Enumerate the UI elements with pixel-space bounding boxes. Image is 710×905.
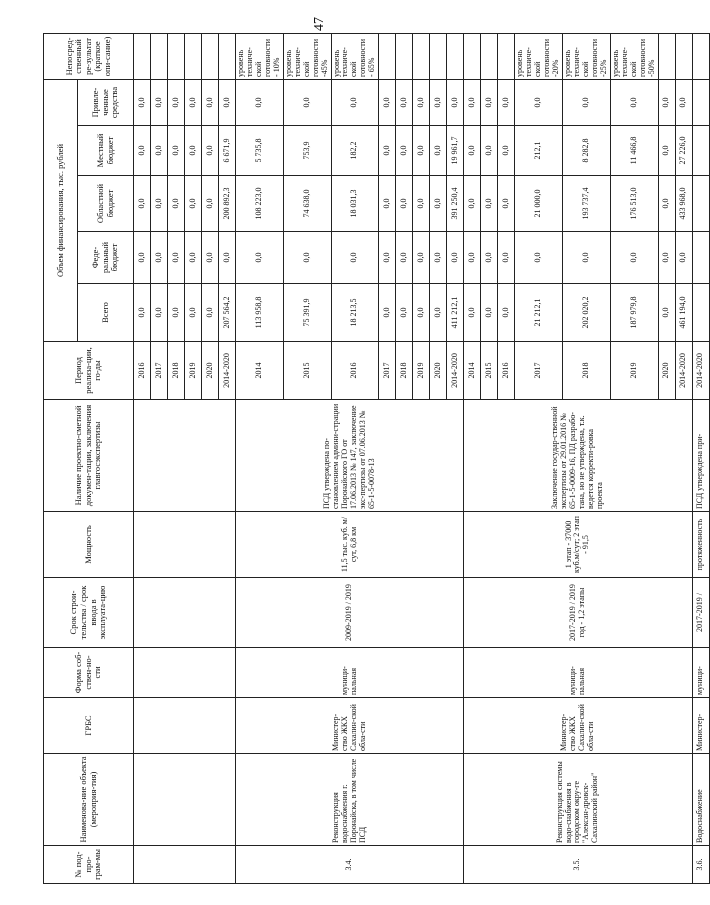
- cell-result: [498, 33, 515, 79]
- cell-year: 2017: [151, 342, 168, 400]
- cell-year: 2020: [430, 342, 447, 400]
- cell-year: 2017: [379, 342, 396, 400]
- cell-empty: [692, 126, 709, 176]
- header-loc: Местный бюджет: [78, 126, 134, 176]
- cell-total: 411 212,1: [447, 284, 464, 342]
- cell-reg: 200 892,3: [219, 176, 236, 232]
- cell-result: [134, 33, 151, 79]
- cell-total: 0,0: [151, 284, 168, 342]
- cell-total: 75 391,9: [283, 284, 331, 342]
- cell-result: [168, 33, 185, 79]
- cell-result: [151, 33, 168, 79]
- cell-reg: 0,0: [396, 176, 413, 232]
- cell-loc: 0,0: [658, 126, 675, 176]
- cell-loc: 182,2: [331, 126, 379, 176]
- cell-fed: 0,0: [396, 232, 413, 284]
- cell-reg: 193 737,4: [563, 176, 611, 232]
- cell-loc: 0,0: [413, 126, 430, 176]
- cell-year: 2020: [202, 342, 219, 400]
- cell-priv: 0,0: [413, 79, 430, 125]
- cell-total: 0,0: [202, 284, 219, 342]
- cell-priv: 0,0: [563, 79, 611, 125]
- cell-priv: 0,0: [610, 79, 658, 125]
- cell-reg: 0,0: [464, 176, 481, 232]
- cell-reg: 21 000,0: [515, 176, 563, 232]
- cell-reg: 74 638,0: [283, 176, 331, 232]
- header-priv: Привле-ченные средства: [78, 79, 134, 125]
- item-name: Водоснабжение: [692, 754, 709, 846]
- header-funding: Объем финансирования, тыс. рублей: [44, 79, 78, 341]
- cell-year: 2014-2020: [675, 342, 692, 400]
- cell-empty: [692, 33, 709, 79]
- cell-fed: 0,0: [563, 232, 611, 284]
- cell-year: 2014-2020: [219, 342, 236, 400]
- cell-year: 2017: [515, 342, 563, 400]
- cell-reg: 391 250,4: [447, 176, 464, 232]
- cell-result: уровень техниче-ской готовности -50%: [610, 33, 658, 79]
- cell-reg: 433 968,0: [675, 176, 692, 232]
- cell-total: 0,0: [498, 284, 515, 342]
- cell-result: [413, 33, 430, 79]
- cell-loc: 0,0: [379, 126, 396, 176]
- cell-total: 113 958,8: [236, 284, 284, 342]
- cell-loc: 0,0: [430, 126, 447, 176]
- header-reg: Областной бюджет: [78, 176, 134, 232]
- cell-year: 2019: [185, 342, 202, 400]
- cell-empty: [692, 79, 709, 125]
- item-term: 2017-2019 / 2019 год - 1,2 этапы: [464, 578, 692, 648]
- item-term: 2009-2019 / 2019: [236, 578, 464, 648]
- cell-total: 0,0: [464, 284, 481, 342]
- table-header: [44, 33, 134, 883]
- cell-fed: 0,0: [134, 232, 151, 284]
- cell-year: 2015: [481, 342, 498, 400]
- financing-table: [43, 33, 710, 884]
- cell-fed: 0,0: [202, 232, 219, 284]
- cell-loc: 5 735,8: [236, 126, 284, 176]
- cell-fed: 0,0: [413, 232, 430, 284]
- cell-fed: 0,0: [515, 232, 563, 284]
- cell-fed: 0,0: [430, 232, 447, 284]
- cell-loc: 0,0: [202, 126, 219, 176]
- cell-priv: 0,0: [658, 79, 675, 125]
- cell-year: 2019: [610, 342, 658, 400]
- cell-result: уровень техниче-ской готовности - 10%: [236, 33, 284, 79]
- cell-fed: 0,0: [151, 232, 168, 284]
- cell-fed: 0,0: [236, 232, 284, 284]
- cell-loc: 0,0: [151, 126, 168, 176]
- item-name: Реконструкция водоснабжения г. Поронайска, в том числе ПСД: [236, 754, 464, 846]
- cell-priv: 0,0: [168, 79, 185, 125]
- cell-reg: 0,0: [151, 176, 168, 232]
- cell-year: 2016: [331, 342, 379, 400]
- header-term: Срок строи-тельства / срок ввода в эксплуата-цию: [44, 578, 134, 648]
- cell-year: 2018: [168, 342, 185, 400]
- table-row: [464, 33, 481, 883]
- cell-loc: 0,0: [396, 126, 413, 176]
- cell-priv: 0,0: [396, 79, 413, 125]
- cell-priv: 0,0: [430, 79, 447, 125]
- cell-total: 187 979,8: [610, 284, 658, 342]
- cell-fed: 0,0: [185, 232, 202, 284]
- cell-loc: 0,0: [464, 126, 481, 176]
- cell-empty: [692, 232, 709, 284]
- cell-reg: 0,0: [481, 176, 498, 232]
- cell-year: 2016: [498, 342, 515, 400]
- cell-loc: 0,0: [168, 126, 185, 176]
- cell-year: 2014-2020: [447, 342, 464, 400]
- page-number: 47: [312, 17, 327, 31]
- cell-loc: 27 226,0: [675, 126, 692, 176]
- item-number: 3.5.: [464, 846, 692, 884]
- header-total: Всего: [78, 284, 134, 342]
- cell-loc: 11 466,8: [610, 126, 658, 176]
- table-row: [236, 33, 284, 883]
- cell-fed: 0,0: [658, 232, 675, 284]
- cell-result: уровень техниче-ской готовности -25%: [563, 33, 611, 79]
- table-body: [134, 33, 710, 883]
- cell-reg: 108 223,0: [236, 176, 284, 232]
- cell-reg: 0,0: [413, 176, 430, 232]
- item-number: 3.4.: [236, 846, 464, 884]
- item-number: 3.6.: [692, 846, 709, 884]
- cell-empty: [134, 754, 236, 846]
- cell-fed: 0,0: [481, 232, 498, 284]
- cell-total: 18 213,5: [331, 284, 379, 342]
- cell-fed: 0,0: [498, 232, 515, 284]
- cell-priv: 0,0: [481, 79, 498, 125]
- item-grbs: Министер-ство ЖКХ Сахалин-ской обла-сти: [236, 698, 464, 754]
- header-period: Период реализа-ции, го-ды: [44, 342, 134, 400]
- header-no: № под-про-грам-мы: [44, 846, 134, 884]
- rotated-table-container: [43, 34, 705, 884]
- cell-reg: 18 031,3: [331, 176, 379, 232]
- cell-empty: [134, 400, 236, 512]
- cell-empty: [134, 512, 236, 578]
- header-form: Форма соб-ствен-но-сти: [44, 648, 134, 698]
- cell-fed: 0,0: [610, 232, 658, 284]
- cell-fed: 0,0: [379, 232, 396, 284]
- cell-priv: 0,0: [464, 79, 481, 125]
- cell-total: 202 020,2: [563, 284, 611, 342]
- cell-total: 0,0: [379, 284, 396, 342]
- cell-result: [481, 33, 498, 79]
- cell-priv: 0,0: [185, 79, 202, 125]
- cell-empty: [134, 846, 236, 884]
- cell-priv: 0,0: [515, 79, 563, 125]
- cell-total: 0,0: [658, 284, 675, 342]
- header-fed: Феде-ральный бюджет: [78, 232, 134, 284]
- cell-loc: 212,1: [515, 126, 563, 176]
- cell-reg: 0,0: [168, 176, 185, 232]
- cell-reg: 0,0: [430, 176, 447, 232]
- cell-loc: 0,0: [498, 126, 515, 176]
- item-power: 11,5 тыс. куб. м/сут, 6,8 км: [236, 512, 464, 578]
- cell-total: 0,0: [481, 284, 498, 342]
- cell-loc: 19 961,7: [447, 126, 464, 176]
- cell-priv: 0,0: [219, 79, 236, 125]
- cell-total: 0,0: [168, 284, 185, 342]
- header-psd: Наличие проектно-сметной докумен-тации, заключения главгосэкспертизы: [44, 400, 134, 512]
- cell-empty: [692, 284, 709, 342]
- item-form: муници-: [692, 648, 709, 698]
- cell-reg: 0,0: [658, 176, 675, 232]
- cell-year: 2014: [464, 342, 481, 400]
- cell-year: 2016: [134, 342, 151, 400]
- cell-result: уровень техниче-ской готовности -45%: [283, 33, 331, 79]
- cell-priv: 0,0: [236, 79, 284, 125]
- cell-priv: 0,0: [675, 79, 692, 125]
- cell-total: 0,0: [134, 284, 151, 342]
- cell-loc: 8 282,8: [563, 126, 611, 176]
- cell-priv: 0,0: [151, 79, 168, 125]
- cell-priv: 0,0: [331, 79, 379, 125]
- cell-result: [464, 33, 481, 79]
- cell-result: [202, 33, 219, 79]
- cell-year: 2018: [563, 342, 611, 400]
- item-power: 1 этап - 37000 куб.м/сут; 2 этап - 91,5: [464, 512, 692, 578]
- cell-fed: 0,0: [447, 232, 464, 284]
- cell-priv: 0,0: [379, 79, 396, 125]
- cell-year: 2014-2020: [692, 342, 709, 400]
- header-power: Мощность: [44, 512, 134, 578]
- cell-result: [658, 33, 675, 79]
- item-term: 2017-2019 /: [692, 578, 709, 648]
- cell-reg: 0,0: [379, 176, 396, 232]
- cell-year: 2019: [413, 342, 430, 400]
- cell-loc: 6 671,9: [219, 126, 236, 176]
- table-row: [134, 33, 151, 883]
- item-form: муници-пальная: [236, 648, 464, 698]
- item-grbs: Министер-: [692, 698, 709, 754]
- item-name: Реконструкция системы водо-снабжения в городском окру-ге "Алексан-дровск-Сахалинский район": [464, 754, 692, 846]
- cell-fed: 0,0: [219, 232, 236, 284]
- cell-loc: 0,0: [185, 126, 202, 176]
- item-psd: Заключение государ-ственной экспертизы от 29.01.2016 № 65-1-5-0009-16, ПД разрабо-тана, но не утверждена, т.к. ведется корректи-ровка проекта: [464, 400, 692, 512]
- cell-total: 0,0: [396, 284, 413, 342]
- cell-reg: 0,0: [202, 176, 219, 232]
- header-grbs: ГРБС: [44, 698, 134, 754]
- cell-priv: 0,0: [202, 79, 219, 125]
- cell-year: 2018: [396, 342, 413, 400]
- cell-year: 2020: [658, 342, 675, 400]
- cell-result: уровень техниче-ской готовности -20%: [515, 33, 563, 79]
- cell-result: [219, 33, 236, 79]
- header-result: Непосред-ственный ре-зультат (краткое опи-сание): [44, 33, 134, 79]
- item-power: протяженность: [692, 512, 709, 578]
- cell-result: [379, 33, 396, 79]
- cell-fed: 0,0: [464, 232, 481, 284]
- cell-year: 2015: [283, 342, 331, 400]
- item-form: муници-пальная: [464, 648, 692, 698]
- cell-fed: 0,0: [168, 232, 185, 284]
- item-psd: ПСД утверждена при-: [692, 400, 709, 512]
- cell-result: [430, 33, 447, 79]
- cell-fed: 0,0: [283, 232, 331, 284]
- cell-total: 21 212,1: [515, 284, 563, 342]
- cell-empty: [134, 578, 236, 648]
- cell-empty: [692, 176, 709, 232]
- header-name: Наименова-ние объекта (мероприя-тия): [44, 754, 134, 846]
- cell-reg: 176 513,0: [610, 176, 658, 232]
- cell-reg: 0,0: [185, 176, 202, 232]
- cell-reg: 0,0: [498, 176, 515, 232]
- cell-fed: 0,0: [675, 232, 692, 284]
- item-psd: ПСД утверждена по-становлением админи-страции Поронайского ГО от 17.06.2013 № 147, заключение экс-пертизы от 07.06.2013 № 65-1-5-0078-13: [236, 400, 464, 512]
- cell-fed: 0,0: [331, 232, 379, 284]
- cell-result: [447, 33, 464, 79]
- table-row: [692, 33, 709, 883]
- cell-loc: 753,9: [283, 126, 331, 176]
- cell-year: 2014: [236, 342, 284, 400]
- cell-priv: 0,0: [134, 79, 151, 125]
- cell-total: 0,0: [430, 284, 447, 342]
- cell-loc: 0,0: [481, 126, 498, 176]
- cell-total: 207 564,2: [219, 284, 236, 342]
- cell-total: 0,0: [185, 284, 202, 342]
- cell-result: [185, 33, 202, 79]
- item-grbs: Министер-ство ЖКХ Сахалин-ской обла-сти: [464, 698, 692, 754]
- cell-result: [396, 33, 413, 79]
- cell-priv: 0,0: [498, 79, 515, 125]
- cell-priv: 0,0: [283, 79, 331, 125]
- cell-priv: 0,0: [447, 79, 464, 125]
- cell-loc: 0,0: [134, 126, 151, 176]
- cell-empty: [134, 698, 236, 754]
- cell-total: 461 194,0: [675, 284, 692, 342]
- cell-empty: [134, 648, 236, 698]
- cell-result: [675, 33, 692, 79]
- cell-total: 0,0: [413, 284, 430, 342]
- cell-result: уровень техниче-ской готовности - 65%: [331, 33, 379, 79]
- cell-reg: 0,0: [134, 176, 151, 232]
